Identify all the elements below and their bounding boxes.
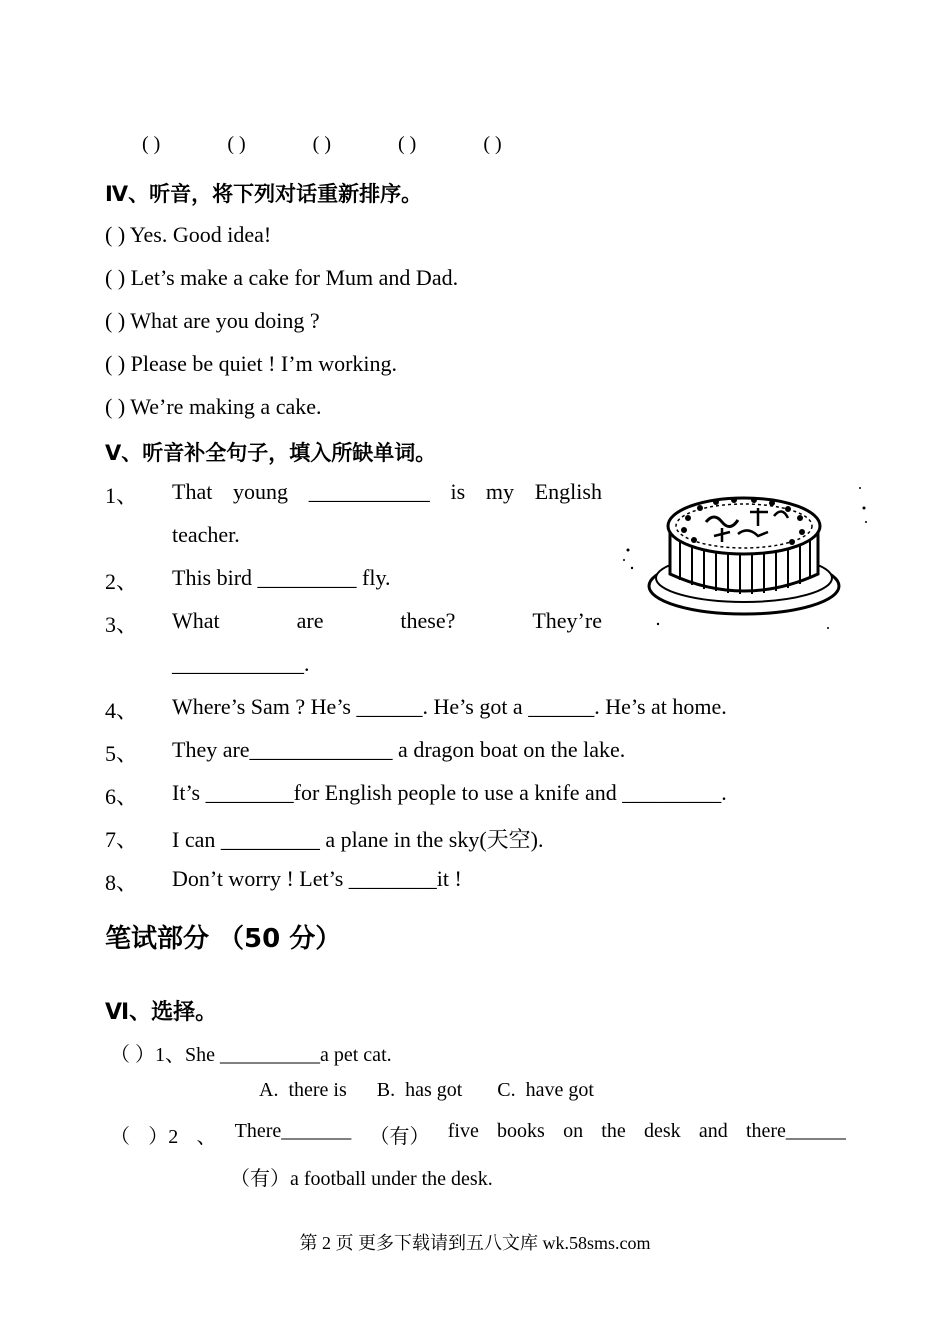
word: （	[110, 1126, 130, 1148]
word: 、	[196, 1126, 217, 1148]
page-footer: 第 2 页 更多下载请到五八文库 wk.58sms.com	[299, 1233, 651, 1253]
word: ___________	[308, 479, 430, 504]
answer-paren: ( )	[397, 133, 417, 155]
word: on	[563, 1120, 584, 1142]
answer-paren: ( )	[227, 133, 246, 155]
word: ）2	[148, 1126, 179, 1148]
question-number: 1、	[105, 483, 139, 508]
section4-item: ( ) Let’s make a cake for Mum and Dad.	[105, 265, 459, 290]
question-6-text: It’s ________for English people to use a knife and _________.	[172, 780, 727, 805]
section6-heading: Ⅵ、选择。	[105, 1000, 218, 1025]
word: What	[172, 608, 220, 633]
section4-item: ( ) Yes. Good idea!	[105, 222, 272, 247]
question-4-text: Where’s Sam ? He’s ______. He’s got a ______. He’s at home.	[172, 694, 727, 719]
section4-item: ( ) What are you doing ?	[105, 308, 320, 333]
word: （有）	[369, 1126, 430, 1148]
question-7-text: I can _________ a plane in the sky(天空).	[172, 827, 544, 852]
question-number: 8、	[105, 870, 139, 895]
choice-question-1: （ ）1、She __________a pet cat.	[110, 1044, 392, 1066]
question-2-text: This bird _________ fly.	[172, 565, 391, 590]
section4-heading: Ⅳ、听音，将下列对话重新排序。	[105, 182, 423, 206]
question-5-text: They are_____________ a dragon boat on the lake.	[172, 737, 626, 762]
question-number: 5、	[105, 741, 139, 766]
cake-illustration	[618, 478, 870, 632]
word: and	[698, 1120, 728, 1142]
question-1-text	[172, 479, 602, 505]
word: They’re	[532, 608, 602, 633]
question-number: 6、	[105, 784, 139, 809]
section4-item: ( ) Please be quiet ! I’m working.	[105, 351, 398, 376]
choice-question-1-options: A. there is B. has got C. have got	[259, 1079, 594, 1101]
section4-item: ( ) We’re making a cake.	[105, 394, 322, 419]
answer-paren: ( )	[483, 133, 502, 155]
answer-paren: ( )	[312, 133, 331, 155]
choice-question-2	[110, 1120, 846, 1149]
answer-paren: ( )	[142, 133, 161, 155]
word: There_______	[234, 1120, 352, 1142]
question-3-continuation: ____________.	[172, 651, 310, 676]
question-number: 4、	[105, 698, 139, 723]
question-3-text	[172, 608, 602, 634]
word: young	[233, 479, 289, 504]
word: books	[497, 1120, 545, 1142]
word: That	[172, 479, 213, 504]
word: five	[447, 1120, 479, 1142]
word: my	[485, 479, 515, 504]
word: there______	[745, 1120, 846, 1142]
question-1-continuation: teacher.	[172, 522, 240, 547]
answer-paren-row	[142, 133, 564, 156]
question-number: 7、	[105, 827, 139, 852]
word: English	[534, 479, 602, 504]
question-8-text: Don’t worry ! Let’s ________it !	[172, 866, 462, 891]
word: the	[601, 1120, 626, 1142]
word: are	[296, 608, 324, 633]
section5-heading: Ⅴ、听音补全句子，填入所缺单词。	[105, 441, 437, 465]
word: is	[450, 479, 466, 504]
question-number: 2、	[105, 569, 139, 594]
question-number: 3、	[105, 612, 139, 637]
choice-question-2-continuation: （有）a football under the desk.	[230, 1168, 493, 1190]
written-section-heading: 笔试部分 （50 分）	[105, 924, 342, 954]
word: these?	[400, 608, 456, 633]
word: desk	[643, 1120, 681, 1142]
